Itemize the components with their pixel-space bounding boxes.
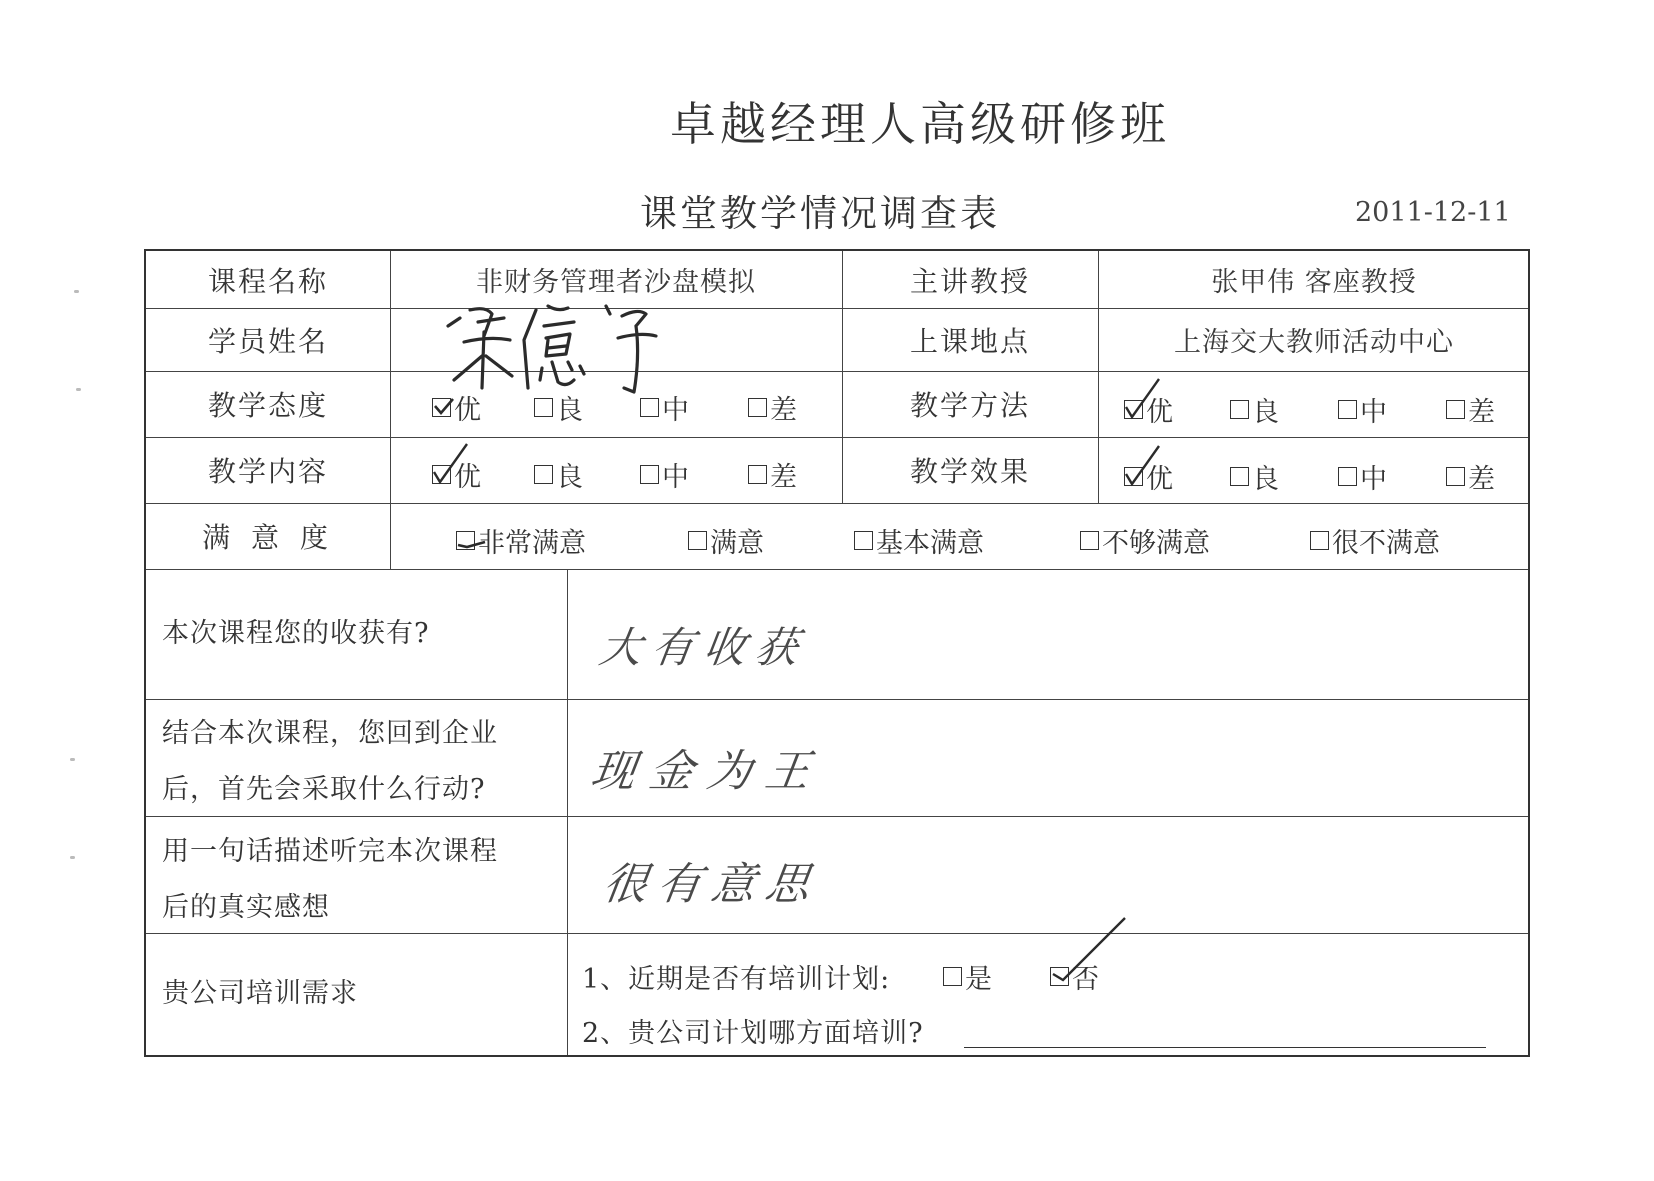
col-divider	[567, 569, 568, 1055]
scan-mark	[74, 290, 79, 293]
checkbox-checked[interactable]	[432, 465, 451, 484]
effect-option-average[interactable]	[1338, 457, 1387, 496]
scan-mark	[70, 856, 75, 859]
checkbox[interactable]	[534, 398, 553, 417]
professor-value: 张甲伟 客座教授	[1211, 267, 1417, 298]
checkbox[interactable]	[534, 465, 553, 484]
option-label: 优	[1146, 464, 1173, 495]
checkbox[interactable]	[854, 531, 873, 550]
checkbox-checked[interactable]	[1124, 400, 1143, 419]
checkbox[interactable]	[640, 398, 659, 417]
satisfaction-option-not-satisfied[interactable]	[1080, 521, 1210, 560]
attitude-option-good[interactable]	[534, 388, 583, 427]
gain-answer-area[interactable]	[570, 571, 1530, 697]
effect-option-excellent[interactable]	[1124, 457, 1173, 496]
training-areas-blank[interactable]	[964, 1047, 1486, 1048]
option-label: 差	[770, 462, 797, 493]
method-option-good[interactable]	[1230, 390, 1279, 429]
location-value: 上海交大教师活动中心	[1174, 327, 1454, 358]
checkbox-checked[interactable]	[1050, 967, 1069, 986]
checkbox[interactable]	[1230, 467, 1249, 486]
option-label: 良	[556, 395, 583, 426]
teaching-content-label: 教学内容	[207, 455, 328, 488]
form-subtitle: 课堂教学情况调查表	[640, 192, 1000, 235]
course-name-value: 非财务管理者沙盘模拟	[476, 267, 756, 298]
option-label: 不够满意	[1102, 528, 1210, 559]
check-mark-icon	[433, 397, 455, 417]
feeling-answer-area[interactable]	[570, 818, 1530, 931]
training-plan-yes[interactable]	[943, 957, 992, 996]
satisfaction-option-very-dissatisfied[interactable]	[1310, 521, 1440, 560]
option-label: 优	[454, 462, 481, 493]
checkbox[interactable]	[748, 398, 767, 417]
feeling-question-line1: 用一句话描述听完本次课程	[162, 836, 498, 867]
satisfaction-option-satisfied[interactable]	[688, 521, 764, 560]
feeling-answer-text: 很有意思	[599, 859, 823, 910]
teaching-effect-label: 教学效果	[909, 455, 1030, 488]
teaching-attitude-label: 教学态度	[207, 389, 328, 422]
method-option-average[interactable]	[1338, 390, 1387, 429]
teaching-method-label: 教学方法	[909, 389, 1030, 422]
effect-option-poor[interactable]	[1446, 457, 1495, 496]
option-label: 良	[556, 462, 583, 493]
option-label: 满意	[710, 528, 764, 559]
scan-mark	[76, 388, 81, 391]
training-plan-question: 1、近期是否有培训计划:	[582, 964, 891, 995]
action-answer-text: 现金为王	[587, 746, 827, 797]
training-needs-label: 贵公司培训需求	[162, 978, 358, 1009]
effect-option-good[interactable]	[1230, 457, 1279, 496]
checkbox[interactable]	[1338, 467, 1357, 486]
action-question-line2: 后，首先会采取什么行动?	[162, 774, 486, 805]
professor-label: 主讲教授	[909, 264, 1030, 298]
satisfaction-option-very-satisfied[interactable]	[456, 521, 586, 560]
training-areas-question: 2、贵公司计划哪方面培训?	[582, 1018, 924, 1049]
checkbox-checked[interactable]	[1124, 467, 1143, 486]
checkbox[interactable]	[748, 465, 767, 484]
option-label: 优	[1146, 397, 1173, 428]
option-label: 中	[662, 462, 689, 493]
scan-mark	[70, 758, 75, 761]
student-name-value	[390, 308, 842, 371]
option-label: 优	[454, 395, 481, 426]
satisfaction-option-basically-satisfied[interactable]	[854, 521, 984, 560]
student-name-label: 学员姓名	[207, 324, 328, 358]
training-plan-no[interactable]	[1050, 957, 1099, 996]
method-option-excellent[interactable]	[1124, 390, 1173, 429]
option-label: 中	[1360, 464, 1387, 495]
survey-form	[144, 249, 1530, 1057]
method-option-poor[interactable]	[1446, 390, 1495, 429]
option-label: 中	[1360, 397, 1387, 428]
course-name-label: 课程名称	[207, 264, 328, 298]
row-divider	[146, 933, 1528, 934]
survey-date: 2011-12-11	[1355, 197, 1511, 228]
checkbox[interactable]	[688, 531, 707, 550]
option-label: 差	[1468, 397, 1495, 428]
option-label: 基本满意	[876, 528, 984, 559]
row-divider	[146, 569, 1528, 570]
checkbox[interactable]	[1310, 531, 1329, 550]
content-option-excellent[interactable]	[432, 455, 481, 494]
gain-answer-text: 大有收获	[596, 623, 812, 672]
location-label: 上课地点	[909, 324, 1030, 358]
content-option-average[interactable]	[640, 455, 689, 494]
option-label: 否	[1072, 964, 1099, 995]
checkbox[interactable]	[1230, 400, 1249, 419]
attitude-option-poor[interactable]	[748, 388, 797, 427]
checkbox[interactable]	[1080, 531, 1099, 550]
checkbox[interactable]	[1446, 467, 1465, 486]
checkbox[interactable]	[1446, 400, 1465, 419]
action-answer-area[interactable]	[570, 701, 1530, 814]
attitude-option-excellent[interactable]	[432, 388, 481, 427]
option-label: 非常满意	[478, 528, 586, 559]
option-label: 是	[965, 964, 992, 995]
option-label: 良	[1252, 397, 1279, 428]
gain-question: 本次课程您的收获有?	[162, 618, 430, 649]
checkbox[interactable]	[1338, 400, 1357, 419]
checkbox[interactable]	[943, 967, 962, 986]
option-label: 中	[662, 395, 689, 426]
content-option-good[interactable]	[534, 455, 583, 494]
option-label: 差	[1468, 464, 1495, 495]
row-divider	[146, 699, 1528, 700]
feeling-question-line2: 后的真实感想	[162, 892, 330, 923]
content-option-poor[interactable]	[748, 455, 797, 494]
checkbox[interactable]	[640, 465, 659, 484]
action-question-line1: 结合本次课程，您回到企业	[162, 718, 498, 749]
satisfaction-label: 满 意 度	[202, 521, 334, 554]
option-label: 很不满意	[1332, 528, 1440, 559]
option-label: 良	[1252, 464, 1279, 495]
attitude-option-average[interactable]	[640, 388, 689, 427]
checkbox-checked[interactable]	[456, 531, 475, 550]
checkbox-checked[interactable]	[432, 398, 451, 417]
option-label: 差	[770, 395, 797, 426]
page-title: 卓越经理人高级研修班	[670, 97, 1170, 151]
